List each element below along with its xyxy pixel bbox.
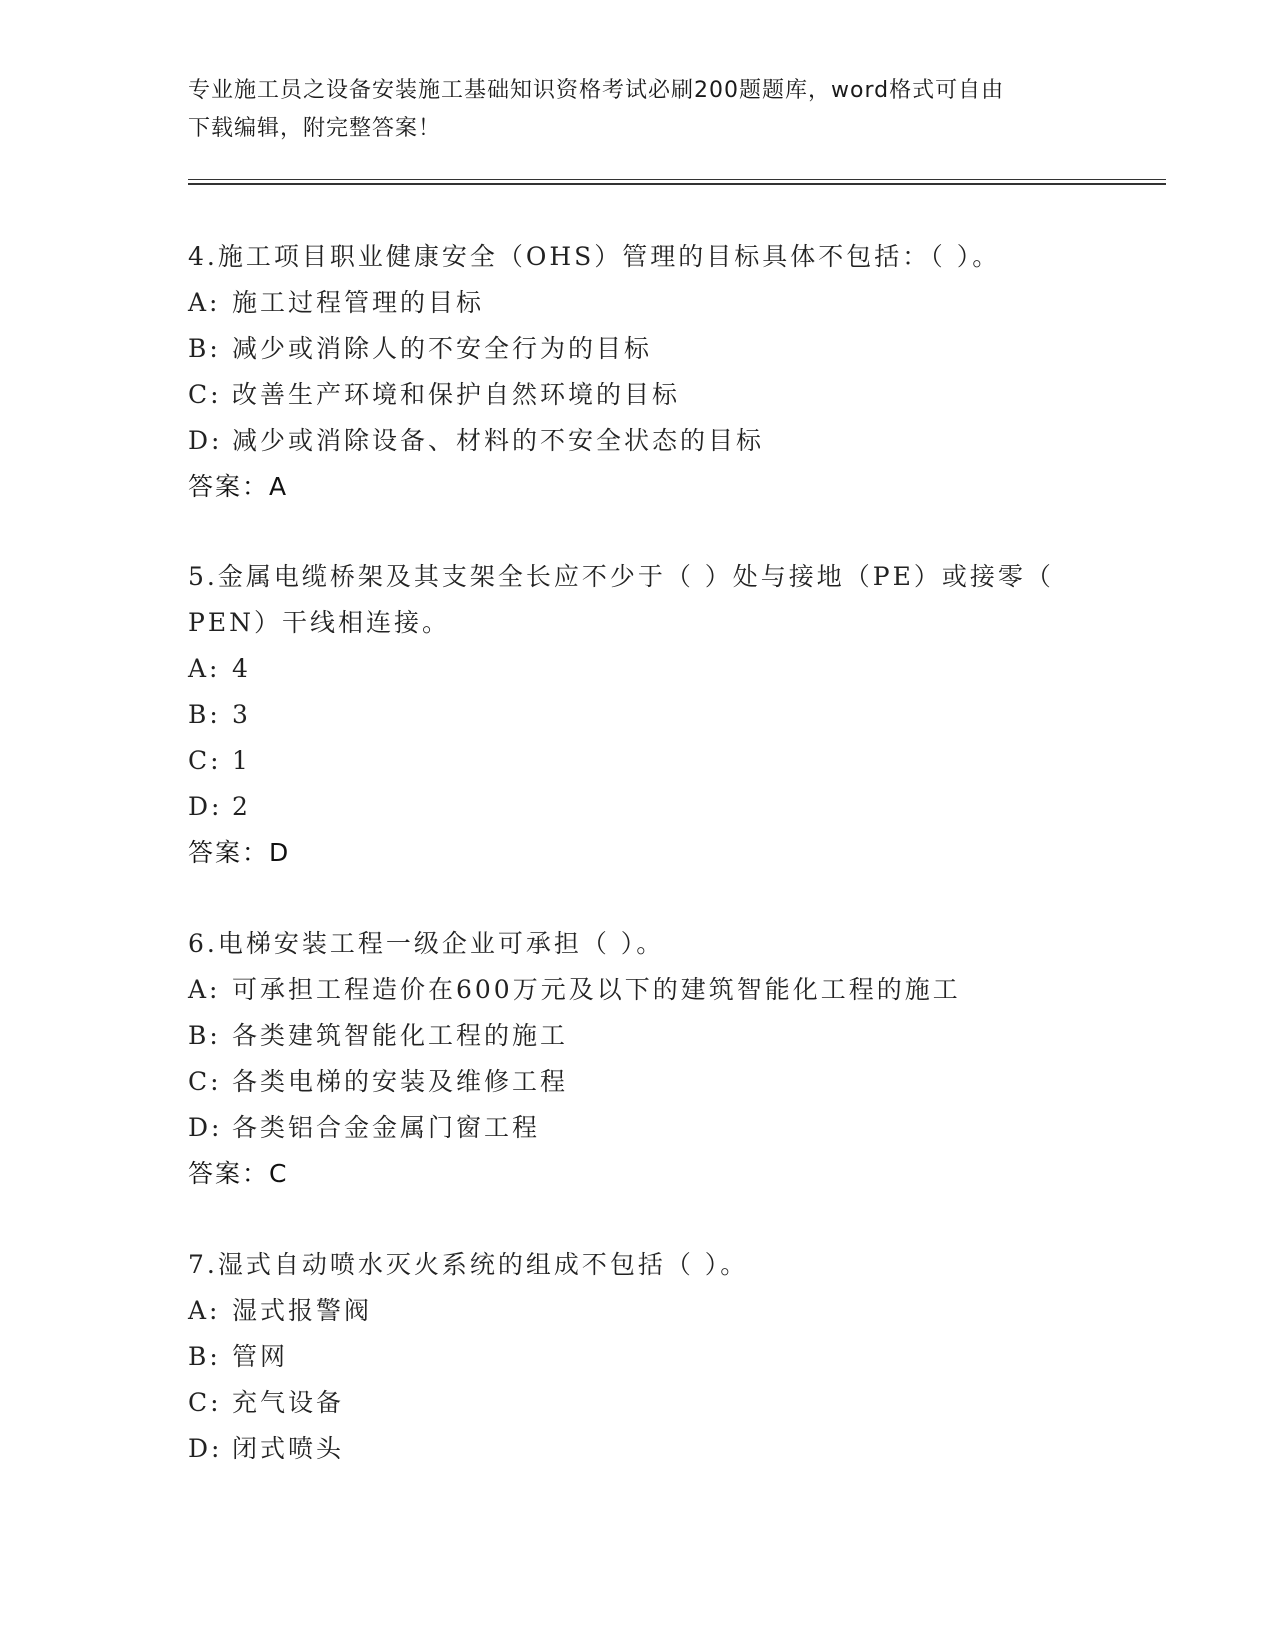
header-line-2: 下载编辑，附完整答案！ — [188, 116, 442, 141]
option-c — [188, 738, 1088, 784]
option-b — [188, 1334, 1088, 1380]
option-letter: C: — [188, 746, 222, 775]
question-4 — [188, 234, 1088, 510]
question-stem: 6.电梯安装工程一级企业可承担（ ）。 — [188, 929, 665, 958]
document-header — [188, 72, 1088, 148]
option-letter: D: — [188, 1113, 223, 1142]
question-stem-line-1: 5.金属电缆桥架及其支架全长应不少于（ ）处与接地（PE）或接零（ — [188, 562, 1054, 591]
option-a — [188, 280, 1088, 326]
header-line-1: 专业施工员之设备安装施工基础知识资格考试必刷200题题库，word格式可自由 — [188, 78, 1005, 103]
option-letter: A: — [188, 975, 221, 1004]
answer-label: 答案：C — [188, 1159, 289, 1188]
question-stem: 7.湿式自动喷水灭火系统的组成不包括（ ）。 — [188, 1250, 749, 1279]
option-b — [188, 326, 1088, 372]
option-text: 1 — [232, 746, 251, 775]
option-text: 施工过程管理的目标 — [232, 288, 485, 317]
option-letter: B: — [188, 1342, 221, 1371]
option-letter: A: — [188, 1296, 221, 1325]
option-text: 减少或消除人的不安全行为的目标 — [232, 334, 653, 363]
option-d — [188, 418, 1088, 464]
option-text: 改善生产环境和保护自然环境的目标 — [232, 380, 681, 409]
option-d — [188, 1105, 1088, 1151]
option-letter: A: — [188, 654, 221, 683]
option-a — [188, 646, 1088, 692]
question-5 — [188, 554, 1088, 876]
option-text: 闭式喷头 — [232, 1434, 345, 1463]
option-text: 充气设备 — [232, 1388, 345, 1417]
option-text: 2 — [232, 792, 251, 821]
option-letter: D: — [188, 792, 223, 821]
option-text: 可承担工程造价在600万元及以下的建筑智能化工程的施工 — [232, 975, 961, 1004]
option-c — [188, 1059, 1088, 1105]
answer-label: 答案：A — [188, 472, 289, 501]
header-divider-thick — [188, 183, 1166, 185]
option-letter: B: — [188, 334, 221, 363]
option-letter: D: — [188, 426, 223, 455]
option-text: 4 — [232, 654, 251, 683]
option-b — [188, 1013, 1088, 1059]
question-stem-line-2: PEN）干线相连接。 — [188, 608, 450, 637]
option-text: 各类电梯的安装及维修工程 — [232, 1067, 569, 1096]
option-letter: C: — [188, 1388, 222, 1417]
option-letter: B: — [188, 700, 221, 729]
question-6 — [188, 921, 1088, 1197]
option-a — [188, 967, 1088, 1013]
question-7 — [188, 1242, 1088, 1472]
option-text: 各类建筑智能化工程的施工 — [232, 1021, 569, 1050]
option-c — [188, 372, 1088, 418]
option-text: 各类铝合金金属门窗工程 — [232, 1113, 541, 1142]
option-text: 减少或消除设备、材料的不安全状态的目标 — [232, 426, 765, 455]
option-letter: B: — [188, 1021, 221, 1050]
option-letter: A: — [188, 288, 221, 317]
answer-label: 答案：D — [188, 838, 291, 867]
option-letter: C: — [188, 380, 222, 409]
option-text: 湿式报警阀 — [232, 1296, 373, 1325]
option-text: 3 — [232, 700, 251, 729]
option-b — [188, 692, 1088, 738]
option-letter: D: — [188, 1434, 223, 1463]
option-a — [188, 1288, 1088, 1334]
option-c — [188, 1380, 1088, 1426]
question-stem: 4.施工项目职业健康安全（OHS）管理的目标具体不包括：（ ）。 — [188, 242, 1001, 271]
header-divider-thin — [188, 179, 1166, 180]
option-d — [188, 784, 1088, 830]
option-d — [188, 1426, 1088, 1472]
option-text: 管网 — [232, 1342, 289, 1371]
option-letter: C: — [188, 1067, 222, 1096]
